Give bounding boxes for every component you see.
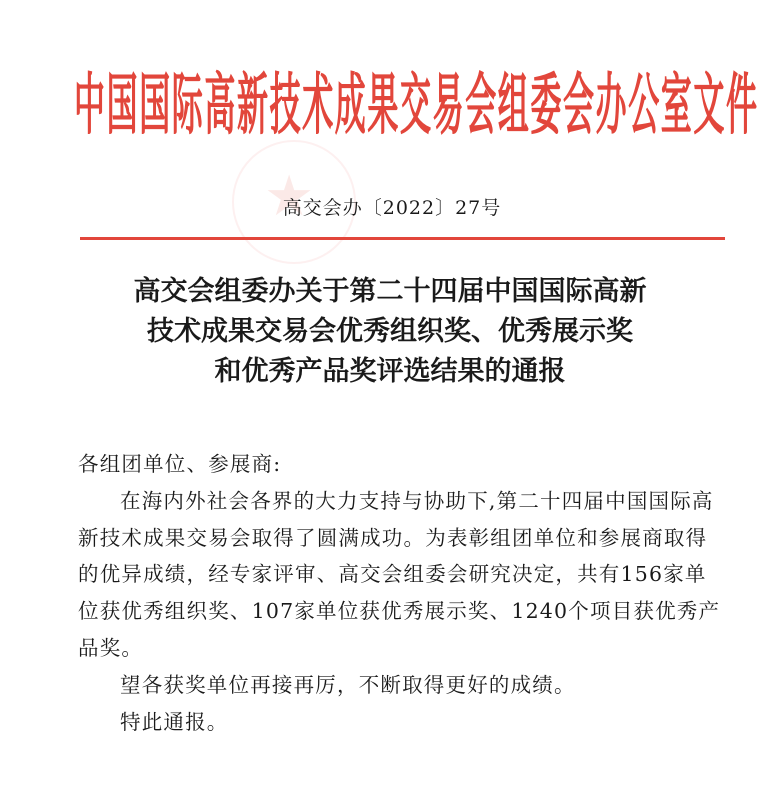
title-line: 和优秀产品奖评选结果的通报 bbox=[214, 356, 566, 387]
title-line: 技术成果交易会优秀组织奖、优秀展示奖 bbox=[147, 316, 633, 347]
issuer-header-text: 中国国际高新技术成果交易会组委会办公室文件 bbox=[74, 67, 759, 145]
red-divider bbox=[80, 237, 725, 240]
document-title bbox=[60, 272, 720, 392]
issuer-header bbox=[74, 50, 759, 145]
salutation: 各组团单位、参展商: bbox=[78, 452, 282, 476]
star-icon: ★ bbox=[264, 164, 315, 229]
document-number: 高交会办〔2022〕27号 bbox=[282, 197, 502, 219]
body-paragraph: 在海内外社会各界的大力支持与协助下,第二十四届中国国际高新技术成果交易会取得了圆满成功。为表彰组团单位和参展商取得的优异成绩，经专家评审、高交会组委会研究决定，共有156家单位获优秀组织奖、107家单位获优秀展示奖、1240个项目获优秀产品奖。 bbox=[78, 488, 721, 660]
title-line: 高交会组委办关于第二十四届中国国际高新 bbox=[133, 276, 647, 307]
body-paragraph: 特此通报。 bbox=[120, 709, 229, 734]
document-body bbox=[78, 446, 728, 740]
body-paragraph: 望各获奖单位再接再厉，不断取得更好的成绩。 bbox=[120, 672, 576, 697]
